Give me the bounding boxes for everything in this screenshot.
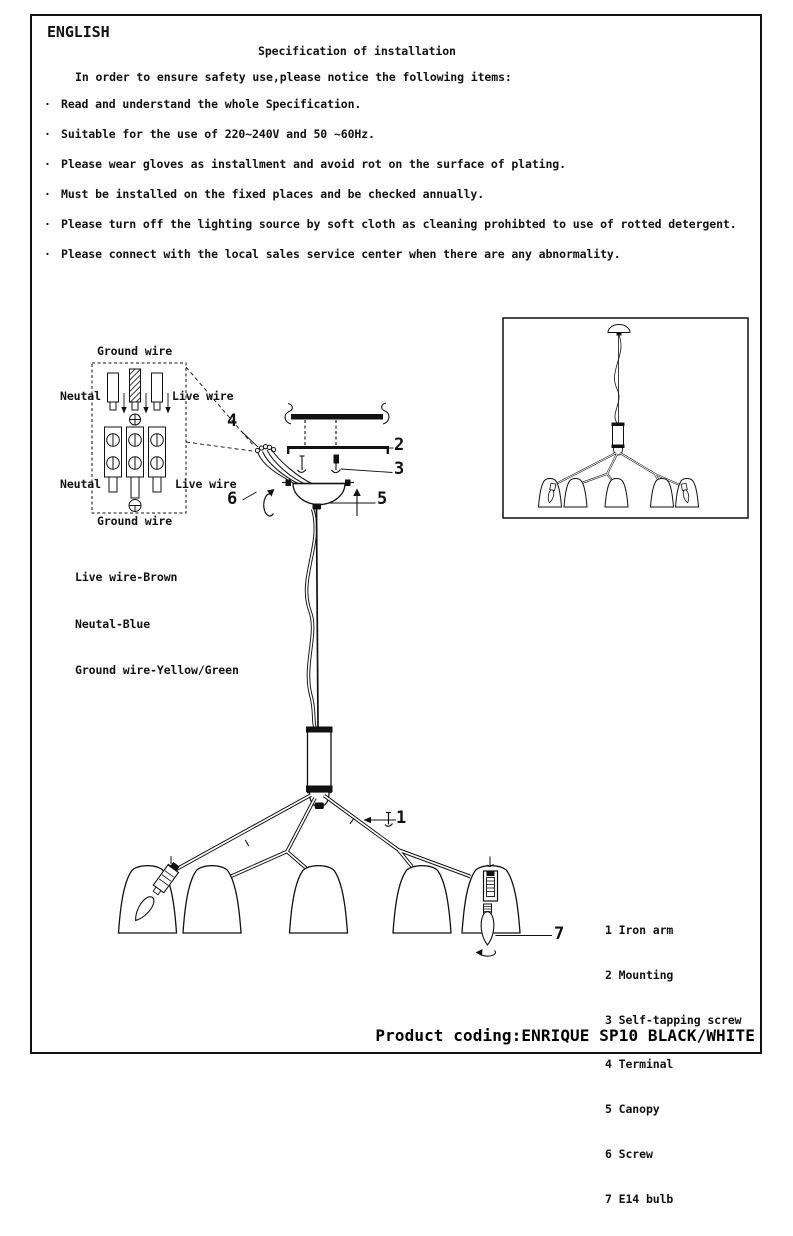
ground-wire-label-bottom: Ground wire [97, 514, 173, 528]
wire-color-legend [75, 540, 239, 708]
callout-7: 7 [554, 924, 565, 944]
callout-2: 2 [394, 435, 405, 455]
callout-1: 1 [396, 808, 407, 828]
parts-list-item: 5 Canopy [605, 1102, 660, 1117]
screw-rotate-icon [264, 489, 275, 516]
parts-list-item: 2 Mounting [605, 967, 674, 982]
page-title: Specification of installation [258, 44, 456, 58]
terminal-wires [255, 445, 313, 486]
mounting-bracket [287, 446, 389, 454]
safety-item [44, 97, 361, 111]
parts-list-item: 6 Screw [605, 1146, 653, 1161]
canopy-drawing [282, 480, 354, 510]
legend-live: Live wire-Brown [75, 570, 178, 584]
safety-item-text: Read and understand the whole Specification. [61, 97, 362, 111]
shade-socket-right [484, 857, 498, 902]
safety-item [44, 127, 375, 141]
safety-item [44, 157, 566, 171]
mounting-assembly-drawing [241, 403, 394, 516]
bullet-dot: · [44, 97, 51, 111]
down-arrow-icons [121, 393, 170, 414]
e14-bulb [481, 904, 494, 945]
insert-arrow-icon [353, 489, 361, 517]
language-heading: ENGLISH [47, 23, 110, 41]
safety-item-text: Please wear gloves as installment and avoid rot on the surface of plating. [61, 157, 566, 171]
parts-list-item: 3 Self-tapping screw [605, 1012, 742, 1027]
product-coding: Product coding:ENRIQUE SP10 BLACK/WHITE [375, 1026, 755, 1045]
earth-screw-icon [129, 500, 141, 512]
ground-screw-icon [130, 414, 141, 425]
bullet-dot: · [44, 127, 51, 141]
parts-list-item: 1 Iron arm [605, 923, 674, 937]
mini-chandelier [539, 325, 699, 508]
neutral-label-bottom: Neutal [60, 477, 101, 491]
intro-text: In order to ensure safety use,please notice the following items: [75, 70, 512, 84]
ceiling-bar [291, 414, 383, 420]
bullet-dot: · [44, 187, 51, 201]
hook-icon [285, 404, 292, 425]
bullet-dot: · [44, 217, 51, 231]
neutral-label-top: Neutal [60, 389, 101, 403]
callout-3: 3 [394, 459, 405, 479]
parts-list-item: 4 Terminal [605, 1057, 674, 1072]
safety-item-text: Please connect with the local sales service center when there are any abnormality. [61, 247, 621, 261]
ground-wire-label-top: Ground wire [97, 344, 173, 358]
suspension-cord [305, 510, 318, 728]
safety-item [44, 187, 484, 201]
inset-overview-box [503, 318, 748, 518]
self-tapping-screws [298, 455, 341, 473]
safety-item-text: Please turn off the lighting source by soft cloth as cleaning prohibted to use of rotted detergent. [61, 217, 737, 231]
live-wire-label-top: Live wire [172, 389, 234, 403]
callout-4: 4 [227, 411, 238, 431]
legend-neutral: Neutal-Blue [75, 616, 151, 631]
left-arrow-icon [364, 817, 372, 823]
arm-screw-callout [364, 813, 397, 827]
safety-item [44, 247, 621, 261]
callout-6: 6 [227, 489, 238, 509]
hook-icon [382, 403, 389, 424]
safety-item [44, 217, 737, 231]
bullet-dot: · [44, 157, 51, 171]
legend-ground: Ground wire-Yellow/Green [75, 663, 239, 678]
terminal-strips [105, 427, 166, 498]
callout-5: 5 [377, 489, 388, 509]
safety-item-text: Must be installed on the fixed places and be checked annually. [61, 187, 485, 201]
parts-list [605, 894, 741, 1236]
lamp-shades [119, 866, 521, 933]
wire-pins [108, 369, 163, 410]
bulb-rotate-icon [476, 949, 496, 956]
live-wire-label-bottom: Live wire [175, 477, 237, 491]
parts-list-item: 7 E14 bulb [605, 1191, 674, 1206]
bullet-dot: · [44, 247, 51, 261]
wire-leader-lines [186, 367, 254, 451]
safety-item-text: Suitable for the use of 220~240V and 50 ~60Hz. [61, 127, 375, 141]
